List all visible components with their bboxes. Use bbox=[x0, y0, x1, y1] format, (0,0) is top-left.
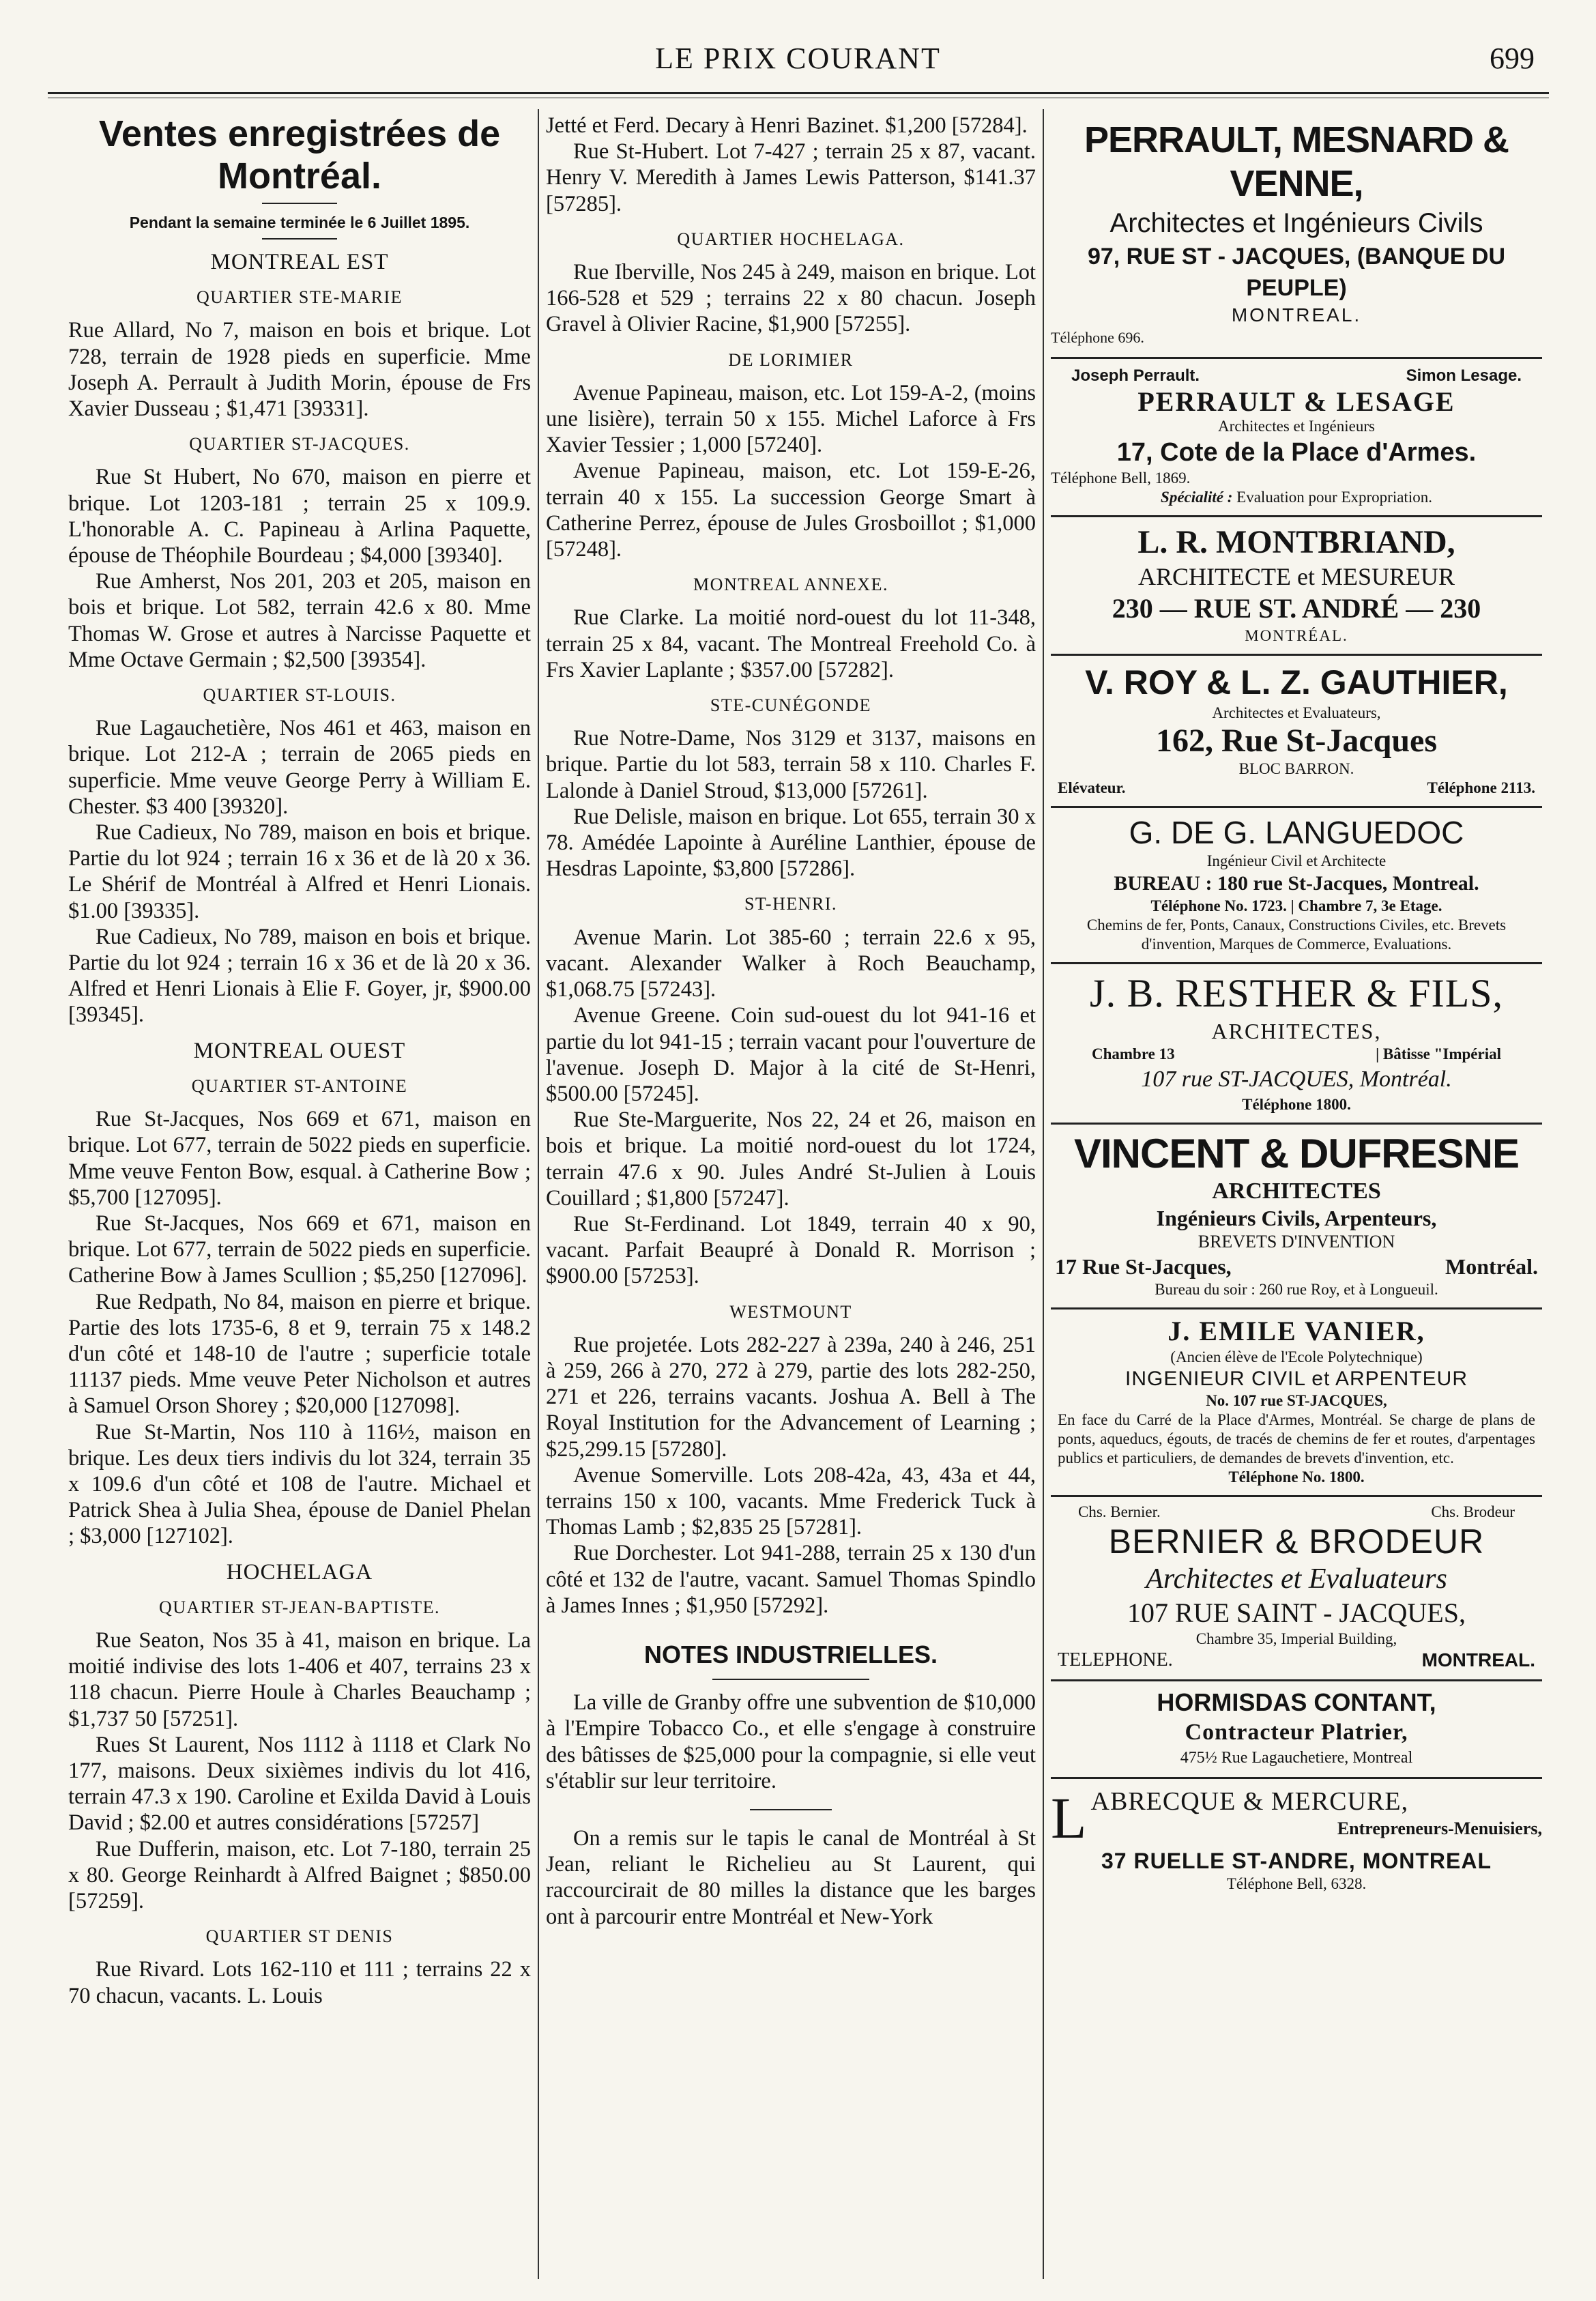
ad-phone: Téléphone 2113. bbox=[1427, 779, 1535, 796]
quarter-heading: QUARTIER ST-LOUIS. bbox=[203, 685, 396, 706]
ad-phone: Téléphone Bell, 6328. bbox=[1226, 1875, 1367, 1892]
ad-address: 107 rue ST-JACQUES, Montréal. bbox=[1141, 1067, 1452, 1092]
quarter-heading: STE-CUNÉGONDE bbox=[710, 695, 872, 716]
ad-building: | Bâtisse "Impérial bbox=[1376, 1045, 1501, 1062]
ad-description: Chemins de fer, Ponts, Canaux, Constructions Civiles, etc. Brevets d'invention, Marques de Commerce, Evaluations. bbox=[1086, 916, 1507, 953]
quarter-heading: QUARTIER ST DENIS bbox=[205, 1926, 394, 1947]
ad-vanier bbox=[1051, 1309, 1542, 1497]
sale-entry: Rue Seaton, Nos 35 à 41, maison en brique. La moitié indivise des lots 1-406 et 407, terrains 23 x 118 chacun. Pierre Houle à Charles Beauchamp ; $1,737 50 [57251]. bbox=[68, 1627, 531, 1731]
sale-entry: Avenue Greene. Coin sud-ouest du lot 941-16 et partie du lot 941-15 ; terrain vacant pour l'ouverture de l'avenue. Joseph D. Major à la cité de St-Henri, $500.00 [57245]. bbox=[546, 1003, 1036, 1106]
ad-city: MONTRÉAL. bbox=[1245, 627, 1348, 644]
partner-name: Chs. Bernier. bbox=[1078, 1503, 1161, 1520]
sale-entry: Rue St-Martin, Nos 110 à 116½, maison en brique. Les deux tiers indivis du lot 324, terrain 35 x 109.6 d'un côté et 108 de l'autre. Michael et Patrick Shea à Julia Shea, épouse de Daniel Phelan ; $3,000 [127102]. bbox=[68, 1419, 531, 1549]
ad-address: BUREAU : 180 rue St-Jacques, Montreal. bbox=[1114, 872, 1479, 895]
sale-entry: Rue St-Jacques, Nos 669 et 671, maison en brique. Lot 677, terrain de 5022 pieds en superficie. Mme veuve Fenton Bow, esqual. à Catherine Bow ; $5,700 [127095]. bbox=[68, 1107, 531, 1210]
ad-vincent-dufresne bbox=[1051, 1125, 1542, 1309]
ad-subtitle: Architectes et Ingénieurs Civils bbox=[1109, 208, 1483, 238]
ad-subtitle: Architectes et Evaluateurs bbox=[1146, 1563, 1447, 1595]
sale-entry: Rue Allard, No 7, maison en bois et brique. Lot 728, terrain de 1928 pieds en superficie. Mme Joseph A. Perrault à Judith Morin, épouse de Frs Xavier Dusseau ; $1,471 [39331]. bbox=[68, 318, 531, 422]
ad-contant bbox=[1051, 1681, 1542, 1779]
partner-name: Simon Lesage. bbox=[1406, 366, 1522, 385]
ad-subtitle: ARCHITECTES bbox=[1212, 1178, 1381, 1204]
sale-entry: Rue Cadieux, No 789, maison en bois et brique. Partie du lot 924 ; terrain 16 x 36 et de là 20 x 36. Le Shérif de Montréal à Alfred et Henri Lionais. $1.00 [39335]. bbox=[68, 820, 531, 923]
specialty-text: Evaluation pour Expropriation. bbox=[1236, 489, 1432, 506]
sale-entry: Rue St-Jacques, Nos 669 et 671, maison en brique. Lot 677, terrain de 5022 pieds en superficie. Catherine Bow à James Scullion ; $5,250 [127096]. bbox=[68, 1211, 531, 1288]
news-item: On a remis sur le tapis le canal de Montréal à St Jean, reliant le Richelieu au St Laurent, qui raccourcirait de 80 milles la distance que les barges ont à parcourir entre Montréal et New-York bbox=[546, 1825, 1036, 1929]
sale-entry: Rues St Laurent, Nos 1112 à 1118 et Clark No 177, maisons. Deux sixièmes indivis du lot 416, terrain 47.3 x 190. Caroline et Exilda David à Louis David ; $2.00 et autres considérations [57257] bbox=[68, 1732, 531, 1836]
ad-room: Chambre 13 bbox=[1092, 1045, 1175, 1062]
ad-initial: L bbox=[1051, 1785, 1087, 1851]
ad-address: 162, Rue St-Jacques bbox=[1155, 723, 1437, 759]
column-sales-2 bbox=[546, 113, 1036, 2289]
ad-firm-name: J. EMILE VANIER, bbox=[1167, 1316, 1425, 1346]
quarter-heading: ST-HENRI. bbox=[744, 894, 838, 914]
ad-description: En face du Carré de la Place d'Armes, Montréal. Se charge de plans de ponts, aqueducs, égouts, de tracés de chemins de fer et routes, d'arpentages publics et particuliers, de demandes de brevets d'invention, etc. bbox=[1058, 1411, 1535, 1466]
page-header bbox=[0, 41, 1596, 89]
ad-subtitle: Architectes et Evaluateurs, bbox=[1212, 704, 1381, 721]
ad-subtitle: Contracteur Platrier, bbox=[1185, 1720, 1408, 1745]
sale-entry: Rue Dorchester. Lot 941-288, terrain 25 x 130 d'un côté et 132 de l'autre, vacant. Samuel Thomas Spindlo à James Innes ; $1,950 [57292]. bbox=[546, 1541, 1036, 1618]
column-advertisements bbox=[1051, 113, 1542, 2289]
sale-entry: Avenue Papineau, maison, etc. Lot 159-E-26, terrain 40 x 155. La succession George Smart à Catherine Perrez, épouse de Jules Grosboillot ; $1,000 [57248]. bbox=[546, 459, 1036, 562]
quarter-heading: MONTREAL ANNEXE. bbox=[693, 575, 888, 595]
sale-entry: Rue Lagauchetière, Nos 461 et 463, maison en brique. Lot 212-A ; terrain de 2065 pieds en superficie. Mme veuve George Perry à William E. Chester. $3 400 [39320]. bbox=[68, 716, 531, 819]
partner-name: Chs. Brodeur bbox=[1431, 1503, 1515, 1520]
ad-firm-name: HORMISDAS CONTANT, bbox=[1157, 1688, 1436, 1716]
ad-city: MONTREAL. bbox=[1231, 304, 1362, 325]
ad-phone: Téléphone Bell, 1869. bbox=[1051, 469, 1191, 487]
partner-name: Joseph Perrault. bbox=[1071, 366, 1200, 385]
quarter-heading: QUARTIER ST-JEAN-BAPTISTE. bbox=[158, 1597, 441, 1617]
column-divider bbox=[1043, 109, 1044, 2279]
ad-firm-name: PERRAULT, MESNARD & VENNE, bbox=[1084, 119, 1509, 204]
journal-title: LE PRIX COURANT bbox=[655, 42, 941, 75]
ad-firm-name: BERNIER & BRODEUR bbox=[1108, 1522, 1485, 1561]
divider bbox=[262, 238, 337, 240]
sale-entry: Rue Amherst, Nos 201, 203 et 205, maison en bois et brique. Lot 582, terrain 42.6 x 80. Mme Thomas W. Grose et autres à Narcisse Paquette et Mme Octave Germain ; $2,500 [39354]. bbox=[68, 569, 531, 672]
sale-entry: Rue Notre-Dame, Nos 3129 et 3137, maisons en brique. Partie du lot 583, terrain 58 x 110. Charles F. Lalonde à Daniel Stroud, $13,000 [57261]. bbox=[546, 726, 1036, 803]
divider bbox=[262, 203, 337, 204]
quarter-heading: QUARTIER STE-MARIE bbox=[196, 287, 403, 308]
sale-entry: Rue Iberville, Nos 245 à 249, maison en brique. Lot 166-528 et 529 ; terrains 22 x 80 chacun. Joseph Gravel à Olivier Racine, $1,900 [57255]. bbox=[546, 260, 1036, 337]
ad-bernier-brodeur bbox=[1051, 1497, 1542, 1681]
ad-patents: BREVETS D'INVENTION bbox=[1198, 1232, 1395, 1251]
quarter-heading: QUARTIER ST-JACQUES. bbox=[189, 434, 410, 454]
sale-entry: Rue projetée. Lots 282-227 à 239a, 240 à 246, 251 à 259, 266 à 270, 272 à 279, partie des lots 282-250, 271 et 226, terrains vacants. Joshua A. Bell à The Royal Institution for the Advancement of Learning ; $25,299.15 [57280]. bbox=[546, 1332, 1036, 1462]
sale-entry: Jetté et Ferd. Decary à Henri Bazinet. $1,200 [57284]. bbox=[546, 113, 1028, 138]
ad-resther bbox=[1051, 964, 1542, 1125]
sale-entry: Rue Delisle, maison en brique. Lot 655, terrain 30 x 78. Amédée Lapointe à Auréline Lanthier, épouse de Hesdras Lapointe, $3,800 [57286]. bbox=[546, 804, 1036, 882]
ad-subtitle: (Ancien élève de l'Ecole Polytechnique) bbox=[1170, 1348, 1423, 1365]
ad-address: 107 RUE SAINT - JACQUES, bbox=[1127, 1597, 1466, 1628]
ad-labrecque-mercure bbox=[1051, 1779, 1542, 1894]
ad-firm-name: G. DE G. LANGUEDOC bbox=[1129, 815, 1464, 850]
news-item: La ville de Granby offre une subvention de $10,000 à l'Empire Tobacco Co., et elle s'engage à construire des bâtisses de $25,000 pour la compagnie, si elle veut s'établir sur leur territoire. bbox=[546, 1690, 1036, 1793]
specialty-label: Spécialité : bbox=[1161, 489, 1233, 506]
sale-entry: Rue St Hubert, No 670, maison en pierre et brique. Lot 1203-181 ; terrain 25 x 109.9. L'honorable A. C. Papineau à Arlina Paquette, épouse de Théophile Bourdeau ; $4,000 [39340]. bbox=[68, 465, 531, 568]
column-divider bbox=[538, 109, 539, 2279]
divider bbox=[750, 1809, 832, 1810]
sale-entry: Rue Clarke. La moitié nord-ouest du lot 11-348, terrain 25 x 84, vacant. The Montreal Freehold Co. à Frs Xavier Laplante ; $357.00 [57282]. bbox=[546, 605, 1036, 682]
ad-phone: Téléphone No. 1800. bbox=[1228, 1468, 1365, 1486]
district-heading: MONTREAL OUEST bbox=[193, 1038, 406, 1063]
quarter-heading: QUARTIER HOCHELAGA. bbox=[677, 229, 905, 249]
section-heading: Ventes enregistrées de Montréal. bbox=[98, 113, 501, 197]
ad-phone: TELEPHONE. bbox=[1058, 1649, 1173, 1670]
sale-entry: Avenue Somerville. Lots 208-42a, 43, 43a et 44, terrains 150 x 100, vacants. Mme Frederick Tuck à Thomas Lamb ; $2,835 25 [57281]. bbox=[546, 1462, 1036, 1540]
ad-address: No. 107 rue ST-JACQUES, bbox=[1206, 1392, 1387, 1409]
ad-evening-office: Bureau du soir : 260 rue Roy, et à Longueuil. bbox=[1155, 1281, 1438, 1298]
ad-address: 475½ Rue Lagauchetiere, Montreal bbox=[1180, 1749, 1413, 1767]
ad-subtitle: Ingénieur Civil et Architecte bbox=[1206, 852, 1387, 869]
ad-city: Montréal. bbox=[1445, 1254, 1538, 1279]
ad-firm-name: VINCENT & DUFRESNE bbox=[1073, 1131, 1520, 1176]
ad-languedoc bbox=[1051, 808, 1542, 964]
ad-firm-name: J. B. RESTHER & FILS, bbox=[1090, 971, 1503, 1015]
page-number: 699 bbox=[1490, 42, 1535, 75]
quarter-heading: WESTMOUNT bbox=[729, 1301, 852, 1322]
sale-entry: Rue St-Hubert. Lot 7-427 ; terrain 25 x 87, vacant. Henry V. Meredith à James Lewis Patterson, $141.37 [57285]. bbox=[546, 139, 1036, 216]
ad-firm-name: V. ROY & L. Z. GAUTHIER, bbox=[1085, 663, 1508, 701]
ad-address: 17, Cote de la Place d'Armes. bbox=[1116, 438, 1477, 467]
sale-entry: Rue Cadieux, No 789, maison en bois et brique. Partie du lot 924 ; terrain 16 x 36 et de là 20 x 36. Alfred et Henri Lionais à Elie F. Goyer, jr, $900.00 [39345]. bbox=[68, 924, 531, 1028]
ad-elevator: Elévateur. bbox=[1058, 779, 1126, 796]
ad-montbriand bbox=[1051, 517, 1542, 656]
sale-entry: Rue Rivard. Lots 162-110 et 111 ; terrains 22 x 70 chacun, vacants. L. Louis bbox=[68, 1957, 531, 2008]
district-heading: MONTREAL EST bbox=[210, 250, 389, 274]
ad-address: 230 — RUE ST. ANDRÉ — 230 bbox=[1112, 593, 1481, 624]
sale-entry: Rue Ste-Marguerite, Nos 22, 24 et 26, maison en bois et brique. La moitié nord-ouest du lot 1724, terrain 47.6 x 90. Jules André St-Julien à Louis Couillard ; $1,800 [57247]. bbox=[546, 1108, 1036, 1211]
quarter-heading: DE LORIMIER bbox=[728, 349, 854, 370]
column-sales-1 bbox=[68, 113, 531, 2289]
dateline: Pendant la semaine terminée le 6 Juillet 1895. bbox=[129, 214, 470, 231]
sale-entry: Rue St-Ferdinand. Lot 1849, terrain 40 x 90, vacant. Parfait Beaupré à Donald R. Morrison ; $900.00 [57253]. bbox=[546, 1211, 1036, 1289]
ad-city: MONTREAL. bbox=[1421, 1649, 1535, 1670]
ad-perrault-lesage bbox=[1051, 359, 1542, 517]
ad-subtitle: Entrepreneurs-Menuisiers, bbox=[1337, 1819, 1542, 1838]
sale-entry: Rue Redpath, No 84, maison en pierre et brique. Partie des lots 1735-6, 8 et 9, terrain 75 x 148.2 d'un côté et 148-10 de l'autre ; superficie totale 11137 pieds. Mme veuve Peter Nicholson et autres à Samuel Orson Shorey ; $20,000 [127098]. bbox=[68, 1289, 531, 1419]
ad-subtitle: ARCHITECTE et MESUREUR bbox=[1138, 563, 1455, 590]
ad-perrault-mesnard-venne bbox=[1051, 113, 1542, 359]
ad-building: Chambre 35, Imperial Building, bbox=[1195, 1630, 1397, 1647]
ad-address: 37 RUELLE ST-ANDRE, MONTREAL bbox=[1101, 1849, 1492, 1873]
ad-roy-gauthier bbox=[1051, 656, 1542, 808]
header-rule bbox=[48, 92, 1549, 94]
ad-firm-name: ABRECQUE & MERCURE, bbox=[1090, 1787, 1409, 1816]
ad-phone: Téléphone 696. bbox=[1051, 329, 1144, 346]
ad-subtitle: ARCHITECTES, bbox=[1211, 1019, 1382, 1043]
ad-address: 17 Rue St-Jacques, bbox=[1055, 1254, 1232, 1279]
ad-firm-name: PERRAULT & LESAGE bbox=[1137, 386, 1455, 417]
ad-phone: Téléphone No. 1723. | Chambre 7, 3e Etage. bbox=[1150, 897, 1442, 914]
notes-heading: NOTES INDUSTRIELLES. bbox=[643, 1640, 938, 1668]
divider bbox=[712, 1679, 869, 1680]
ad-firm-name: L. R. MONTBRIAND, bbox=[1137, 524, 1455, 560]
district-heading: HOCHELAGA bbox=[226, 1559, 373, 1584]
sale-entry: Avenue Papineau, maison, etc. Lot 159-A-2, (moins une lisière), terrain 50 x 155. Michel Laforce à Frs Xavier Tessier ; 1,000 [57240]. bbox=[546, 380, 1036, 458]
quarter-heading: QUARTIER ST-ANTOINE bbox=[191, 1075, 408, 1096]
ad-subtitle: Architectes et Ingénieurs bbox=[1218, 418, 1375, 435]
sale-entry: Rue Dufferin, maison, etc. Lot 7-180, terrain 25 x 80. George Reinhardt à Alfred Baignet ; $850.00 [57259]. bbox=[68, 1836, 531, 1913]
ad-address: 97, RUE ST - JACQUES, (BANQUE DU PEUPLE) bbox=[1087, 244, 1506, 301]
ad-building: BLOC BARRON. bbox=[1238, 760, 1354, 777]
ad-title: INGENIEUR CIVIL et ARPENTEUR bbox=[1125, 1367, 1468, 1390]
ad-phone: Téléphone 1800. bbox=[1242, 1096, 1351, 1113]
sale-entry: Avenue Marin. Lot 385-60 ; terrain 22.6 x 95, vacant. Alexander Walker à Roch Beauchamp, $1,068.75 [57243]. bbox=[546, 925, 1036, 1002]
ad-services: Ingénieurs Civils, Arpenteurs, bbox=[1156, 1206, 1437, 1230]
